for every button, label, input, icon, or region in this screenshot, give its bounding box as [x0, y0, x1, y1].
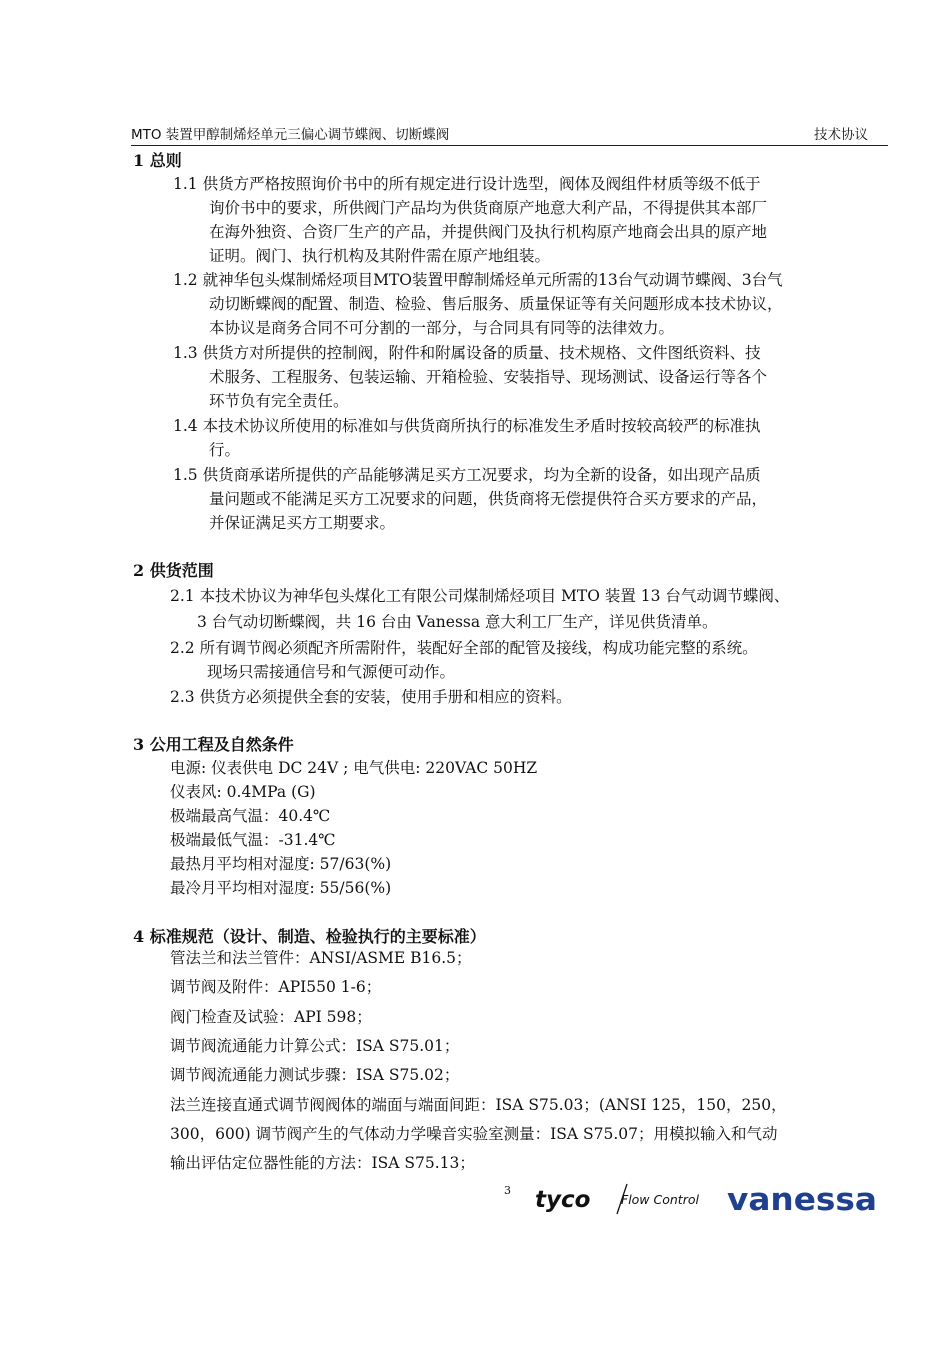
page-header	[131, 121, 888, 146]
para-2-2: 现场只需接通信号和气源便可动作。	[207, 663, 456, 681]
standard-line: 300，600) 调节阀产生的气体动力学噪音实验室测量：ISA S75.07；用模拟输入和气动	[170, 1125, 778, 1143]
utility-line: 最热月平均相对湿度: 57/63(%)	[170, 855, 392, 873]
section-3-heading: 3 公用工程及自然条件	[133, 735, 294, 754]
utility-line: 极端最高气温：40.4℃	[170, 807, 331, 825]
para-2-2: 2.2 所有调节阀必须配齐所需附件，装配好全部的配管及接线，构成功能完整的系统。	[170, 639, 758, 657]
para-1-4: 行。	[209, 441, 241, 459]
section-2-heading: 2 供货范围	[133, 561, 214, 580]
utility-line: 电源: 仪表供电 DC 24V ; 电气供电: 220VAC 50HZ	[170, 759, 538, 777]
para-2-1: 2.1 本技术协议为神华包头煤化工有限公司煤制烯烃项目 MTO 装置 13 台气动调节蝶阀、	[170, 587, 790, 605]
standard-line: 阀门检查及试验：API 598；	[170, 1008, 372, 1026]
standard-line: 法兰连接直通式调节阀阀体的端面与端面间距：ISA S75.03；(ANSI 125，150，250，	[170, 1096, 787, 1114]
utility-line: 最冷月平均相对湿度: 55/56(%)	[170, 879, 392, 897]
section-1-heading: 1 总则	[133, 151, 182, 170]
standard-line: 调节阀及附件：API550 1-6；	[170, 978, 382, 996]
para-1-3: 术服务、工程服务、包装运输、开箱检验、安装指导、现场测试、设备运行等各个	[209, 368, 768, 386]
para-1-1: 1.1 供货方严格按照询价书中的所有规定进行设计选型，阀体及阀组件材质等级不低于	[173, 175, 761, 193]
para-2-3: 2.3 供货方必须提供全套的安装，使用手册和相应的资料。	[170, 688, 572, 706]
header-title: MTO 装置甲醇制烯烃单元三偏心调节蝶阀、切断蝶阀	[131, 127, 450, 143]
para-1-2: 动切断蝶阀的配置、制造、检验、售后服务、质量保证等有关问题形成本技术协议，	[209, 295, 783, 313]
para-1-5: 1.5 供货商承诺所提供的产品能够满足买方工况要求，均为全新的设备，如出现产品质	[173, 466, 761, 484]
flow-control-text: Flow Control	[621, 1192, 699, 1207]
para-1-1: 询价书中的要求，所供阀门产品均为供货商原产地意大利产品，不得提供其本部厂	[209, 199, 768, 217]
para-1-5: 并保证满足买方工期要求。	[209, 514, 396, 532]
para-1-5: 量问题或不能满足买方工况要求的问题，供货商将无偿提供符合买方要求的产品，	[209, 490, 768, 508]
header-doc-type: 技术协议	[814, 127, 868, 143]
utility-line: 仪表风: 0.4MPa (G)	[170, 783, 316, 801]
standard-line: 输出评估定位器性能的方法：ISA S75.13；	[170, 1154, 475, 1172]
para-1-4: 1.4 本技术协议所使用的标准如与供货商所执行的标准发生矛盾时按较高较严的标准执	[173, 417, 761, 435]
para-1-1: 证明。阀门、执行机构及其附件需在原产地组装。	[209, 247, 551, 265]
standard-line: 调节阀流通能力计算公式：ISA S75.01；	[170, 1037, 460, 1055]
para-1-2: 本协议是商务合同不可分割的一部分，与合同具有同等的法律效力。	[209, 319, 675, 337]
para-1-2: 1.2 就神华包头煤制烯烃项目MTO装置甲醇制烯烃单元所需的13台气动调节蝶阀、3台气	[173, 271, 783, 289]
tyco-logo-text: tyco	[535, 1187, 591, 1213]
vanessa-logo-text: vanessa	[727, 1182, 877, 1218]
section-4-heading: 4 标准规范（设计、制造、检验执行的主要标准）	[133, 927, 486, 946]
utility-line: 极端最低气温：-31.4℃	[170, 831, 336, 849]
para-1-1: 在海外独资、合资厂生产的产品，并提供阀门及执行机构原产地商会出具的原产地	[209, 223, 768, 241]
para-1-3: 环节负有完全责任。	[209, 392, 349, 410]
standard-line: 管法兰和法兰管件：ANSI/ASME B16.5；	[170, 949, 472, 967]
standard-line: 调节阀流通能力测试步骤：ISA S75.02；	[170, 1066, 460, 1084]
para-2-1: 3 台气动切断蝶阀，共 16 台由 Vanessa 意大利工厂生产，详见供货清单。	[197, 613, 718, 631]
para-1-3: 1.3 供货方对所提供的控制阀，附件和附属设备的质量、技术规格、文件图纸资料、技	[173, 344, 761, 362]
page-number: 3	[504, 1184, 511, 1197]
tyco-vanessa-logo	[533, 1180, 883, 1220]
